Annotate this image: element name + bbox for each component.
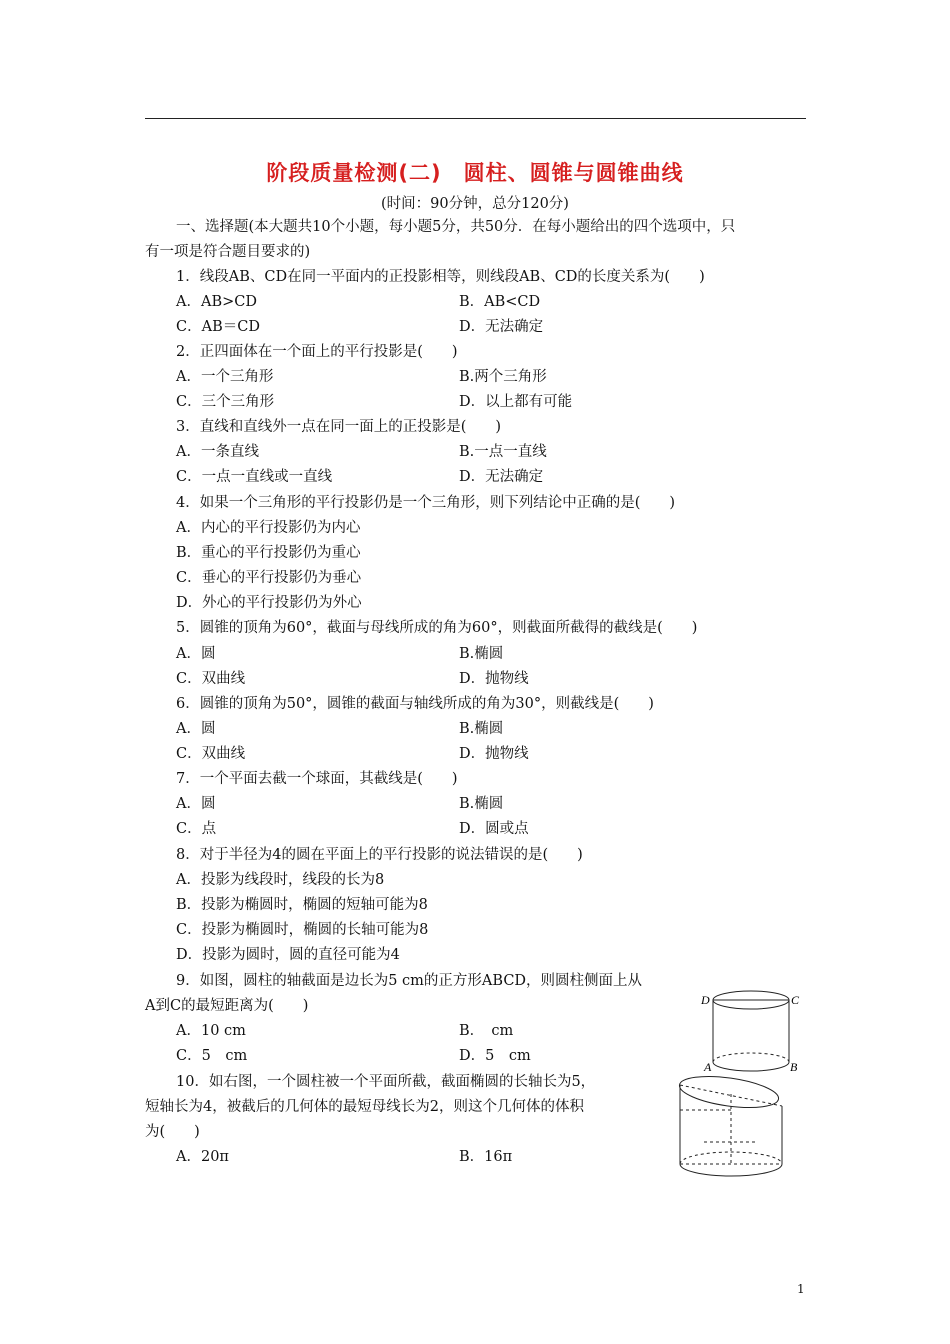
- q8-option-a: A．投影为线段时，线段的长为8: [176, 872, 385, 888]
- q2-option-b: B.两个三角形: [459, 369, 547, 385]
- truncated-cylinder-figure: [674, 1070, 790, 1182]
- q9-option-c: C．5 cm: [176, 1048, 248, 1064]
- q2-stem: 2．正四面体在一个面上的平行投影是( ): [176, 344, 458, 360]
- q1-option-d: D．无法确定: [459, 319, 544, 335]
- q10-option-a: A．20π: [176, 1149, 229, 1165]
- cylinder-figure: [698, 988, 806, 1074]
- q4-option-c: C．垂心的平行投影仍为垂心: [176, 570, 362, 586]
- label-d: D: [701, 993, 710, 1007]
- q9-stem-line-2: A到C的最短距离为( ): [145, 998, 309, 1014]
- q9-option-a: A．10 cm: [176, 1023, 246, 1039]
- q8-option-c: C．投影为椭圆时，椭圆的长轴可能为8: [176, 922, 429, 938]
- q1-option-b: B．AB<CD: [459, 294, 541, 310]
- q5-option-b: B.椭圆: [459, 646, 504, 662]
- q6-stem: 6．圆锥的顶角为50°，圆锥的截面与轴线所成的角为30°，则截线是( ): [176, 696, 654, 712]
- q4-stem: 4．如果一个三角形的平行投影仍是一个三角形，则下列结论中正确的是( ): [176, 495, 676, 511]
- q9-option-b: B． cm: [459, 1023, 514, 1039]
- q9-stem-line-1: 9．如图，圆柱的轴截面是边长为5 cm的正方形ABCD，则圆柱侧面上从: [176, 973, 643, 989]
- q1-stem: 1．线段AB、CD在同一平面内的正投影相等，则线段AB、CD的长度关系为( ): [176, 269, 705, 285]
- q3-stem: 3．直线和直线外一点在同一面上的正投影是( ): [176, 419, 502, 435]
- base-front-arc: [680, 1164, 782, 1176]
- q5-option-c: C．双曲线: [176, 671, 246, 687]
- q6-option-b: B.椭圆: [459, 721, 504, 737]
- q4-option-d: D．外心的平行投影仍为外心: [176, 595, 362, 611]
- q3-option-b: B.一点一直线: [459, 444, 547, 460]
- header-rule: [145, 118, 806, 119]
- slanted-ellipse-section: [678, 1071, 781, 1113]
- page-number: 1: [797, 1282, 805, 1296]
- q3-option-d: D．无法确定: [459, 469, 544, 485]
- q7-option-b: B.椭圆: [459, 796, 504, 812]
- q2-option-c: C．三个三角形: [176, 394, 275, 410]
- q3-option-c: C．一点一直线或一直线: [176, 469, 333, 485]
- q1-option-a: A．AB>CD: [176, 294, 257, 310]
- q7-option-c: C．点: [176, 821, 217, 837]
- q8-stem: 8．对于半径为4的圆在平面上的平行投影的说法错误的是( ): [176, 847, 583, 863]
- q10-stem-line-1: 10．如右图，一个圆柱被一个平面所截，截面椭圆的长轴长为5，: [176, 1074, 596, 1090]
- page-title: 阶段质量检测(二) 圆柱、圆锥与圆锥曲线: [266, 161, 684, 185]
- page-subtitle: (时间：90分钟，总分120分): [381, 196, 569, 212]
- q2-option-d: D．以上都有可能: [459, 394, 573, 410]
- q2-option-a: A．一个三角形: [176, 369, 274, 385]
- q8-option-d: D．投影为圆时，圆的直径可能为4: [176, 947, 400, 963]
- q10-stem-line-3: 为( ): [145, 1124, 200, 1140]
- label-c: C: [791, 993, 800, 1007]
- q10-option-b: B．16π: [459, 1149, 513, 1165]
- cylinder-bottom-back-arc: [713, 1053, 789, 1062]
- q9-option-d: D．5 cm: [459, 1048, 531, 1064]
- q4-option-a: A．内心的平行投影仍为内心: [176, 520, 361, 536]
- q7-option-d: D．圆或点: [459, 821, 529, 837]
- section-intro-line-1: 一、选择题(本大题共10个小题，每小题5分，共50分．在每小题给出的四个选项中，只: [176, 219, 736, 235]
- q7-stem: 7．一个平面去截一个球面，其截线是( ): [176, 771, 458, 787]
- q6-option-a: A．圆: [176, 721, 216, 737]
- q5-stem: 5．圆锥的顶角为60°，截面与母线所成的角为60°，则截面所截得的截线是( ): [176, 620, 698, 636]
- q8-option-b: B．投影为椭圆时，椭圆的短轴可能为8: [176, 897, 428, 913]
- q3-option-a: A．一条直线: [176, 444, 259, 460]
- q1-option-c: C．AB＝CD: [176, 319, 260, 335]
- q5-option-d: D．抛物线: [459, 671, 529, 687]
- q6-option-c: C．双曲线: [176, 746, 246, 762]
- q7-option-a: A．圆: [176, 796, 216, 812]
- q10-stem-line-2: 短轴长为4，被截后的几何体的最短母线长为2，则这个几何体的体积: [145, 1099, 584, 1115]
- q4-option-b: B．重心的平行投影仍为重心: [176, 545, 361, 561]
- section-intro-line-2: 有一项是符合题目要求的): [145, 244, 311, 260]
- label-a: A: [704, 1060, 712, 1074]
- label-b: B: [790, 1060, 798, 1074]
- q5-option-a: A．圆: [176, 646, 216, 662]
- q6-option-d: D．抛物线: [459, 746, 529, 762]
